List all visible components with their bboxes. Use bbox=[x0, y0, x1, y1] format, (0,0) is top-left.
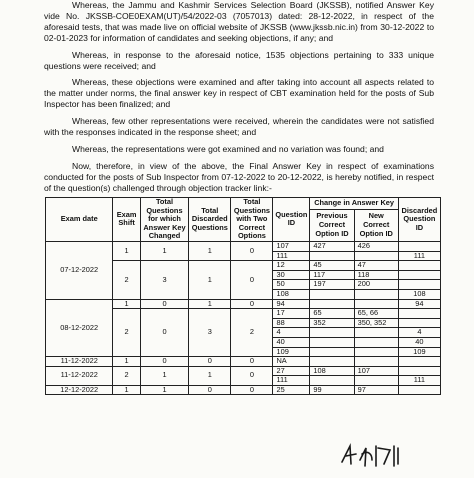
cell-question-id: 12 bbox=[273, 261, 310, 271]
cell-discarded-id bbox=[398, 385, 440, 395]
cell-total-two-correct: 0 bbox=[231, 366, 273, 385]
answer-key-table bbox=[45, 197, 441, 395]
paragraph-objections-received: Whereas, in response to the aforesaid notice, 1535 objections pertaining to 333 unique questions were received; and bbox=[44, 49, 434, 71]
cell-question-id: 94 bbox=[273, 299, 310, 309]
cell-discarded-id bbox=[398, 261, 440, 271]
table-row bbox=[46, 357, 441, 367]
cell-new-option: 97 bbox=[354, 385, 398, 395]
cell-total-discarded: 1 bbox=[189, 366, 231, 385]
cell-total-changed: 1 bbox=[140, 241, 188, 260]
cell-previous-option: 108 bbox=[310, 366, 354, 376]
cell-new-option: 118 bbox=[354, 270, 398, 280]
cell-question-id: 111 bbox=[273, 376, 310, 386]
table-row bbox=[46, 299, 441, 309]
cell-previous-option bbox=[310, 347, 354, 357]
cell-question-id: 25 bbox=[273, 385, 310, 395]
cell-discarded-id bbox=[398, 357, 440, 367]
cell-new-option bbox=[354, 347, 398, 357]
cell-question-id: 109 bbox=[273, 347, 310, 357]
cell-discarded-id bbox=[398, 280, 440, 290]
cell-question-id: 111 bbox=[273, 251, 310, 261]
notice-text bbox=[44, 0, 434, 200]
header-discarded-id: Discarded Question ID bbox=[398, 198, 440, 242]
cell-exam-date: 08-12-2022 bbox=[46, 299, 113, 357]
cell-previous-option: 117 bbox=[310, 270, 354, 280]
table-body bbox=[46, 241, 441, 395]
cell-exam-shift: 1 bbox=[113, 385, 140, 395]
header-previous-option: Previous Correct Option ID bbox=[310, 209, 354, 241]
paragraph-objections-examined: Whereas, these objections were examined and after taking into account all aspects related to the matter under norms, the final answer key in respect of CBT examination held for the posts of Sub Inspector has been finalized; and bbox=[44, 77, 434, 110]
header-exam-shift: Exam Shift bbox=[113, 198, 140, 242]
cell-question-id: 88 bbox=[273, 318, 310, 328]
cell-discarded-id: 108 bbox=[398, 289, 440, 299]
cell-previous-option: 427 bbox=[310, 241, 354, 251]
header-total-two-correct: Total Questions with Two Correct Options bbox=[231, 198, 273, 242]
cell-new-option bbox=[354, 337, 398, 347]
cell-exam-shift: 1 bbox=[113, 357, 140, 367]
cell-question-id: 30 bbox=[273, 270, 310, 280]
cell-total-discarded: 0 bbox=[189, 357, 231, 367]
cell-previous-option bbox=[310, 289, 354, 299]
cell-previous-option: 352 bbox=[310, 318, 354, 328]
cell-new-option: 47 bbox=[354, 261, 398, 271]
cell-total-two-correct: 0 bbox=[231, 261, 273, 299]
cell-previous-option bbox=[310, 357, 354, 367]
cell-exam-shift: 2 bbox=[113, 261, 140, 299]
cell-question-id: 107 bbox=[273, 241, 310, 251]
cell-total-two-correct: 2 bbox=[231, 309, 273, 357]
header-exam-date: Exam date bbox=[46, 198, 113, 242]
cell-total-two-correct: 0 bbox=[231, 357, 273, 367]
cell-discarded-id bbox=[398, 309, 440, 319]
cell-total-changed: 0 bbox=[140, 309, 188, 357]
cell-new-option: 65, 66 bbox=[354, 309, 398, 319]
cell-discarded-id: 4 bbox=[398, 328, 440, 338]
header-change-group: Change in Answer Key bbox=[310, 198, 398, 210]
cell-discarded-id bbox=[398, 241, 440, 251]
cell-new-option: 107 bbox=[354, 366, 398, 376]
cell-total-changed: 3 bbox=[140, 261, 188, 299]
cell-new-option: 200 bbox=[354, 280, 398, 290]
cell-previous-option bbox=[310, 337, 354, 347]
cell-previous-option: 45 bbox=[310, 261, 354, 271]
cell-total-discarded: 3 bbox=[189, 309, 231, 357]
cell-discarded-id: 111 bbox=[398, 251, 440, 261]
cell-exam-shift: 2 bbox=[113, 366, 140, 385]
paragraph-answer-key-notified: Whereas, the Jammu and Kashmir Services Selection Board (JKSSB), notified Answer Key vide No. JKSSB-COE0EXAM(UT)/54/2022-03 (7057013) dated: 28-12-2022, in respect of the aforesaid tests, that was made live on official website of JKSSB (www.jkssb.nic.in) from 30-12-2022 to 02-01-2023 for information of candidates and seeking objections, if any; and bbox=[44, 0, 434, 43]
paragraph-representations-examined: Whereas, the representations were got examined and no variation was found; and bbox=[72, 143, 384, 154]
header-question-id: Question ID bbox=[273, 198, 310, 242]
cell-new-option bbox=[354, 376, 398, 386]
cell-exam-shift: 2 bbox=[113, 309, 140, 357]
cell-total-changed: 0 bbox=[140, 299, 188, 309]
header-new-option: New Correct Option ID bbox=[354, 209, 398, 241]
cell-new-option bbox=[354, 328, 398, 338]
table-row bbox=[46, 366, 441, 376]
cell-total-discarded: 1 bbox=[189, 241, 231, 260]
cell-previous-option bbox=[310, 376, 354, 386]
cell-new-option: 350, 352 bbox=[354, 318, 398, 328]
cell-question-id: 4 bbox=[273, 328, 310, 338]
cell-total-two-correct: 0 bbox=[231, 241, 273, 260]
cell-total-discarded: 0 bbox=[189, 385, 231, 395]
cell-previous-option: 197 bbox=[310, 280, 354, 290]
paragraph-final-key-notified: Now, therefore, in view of the above, the Final Answer Key in respect of examinations conducted for the posts of Sub Inspector from 07-12-2022 to 20-12-2022, is hereby notified, in respect of the question(s) challenged through objection tracker link:- bbox=[44, 160, 434, 193]
cell-total-changed: 0 bbox=[140, 357, 188, 367]
cell-exam-date: 11-12-2022 bbox=[46, 357, 113, 367]
cell-previous-option bbox=[310, 328, 354, 338]
cell-previous-option: 65 bbox=[310, 309, 354, 319]
table-row bbox=[46, 241, 441, 251]
cell-question-id: 17 bbox=[273, 309, 310, 319]
cell-new-option bbox=[354, 289, 398, 299]
paragraph-representations-received: Whereas, few other representations were received, wherein the candidates were not satisfied with the responses indicated in the response sheet; and bbox=[44, 116, 434, 138]
header-total-discarded: Total Discarded Questions bbox=[189, 198, 231, 242]
cell-question-id: 40 bbox=[273, 337, 310, 347]
cell-question-id: 27 bbox=[273, 366, 310, 376]
handwritten-signature bbox=[338, 440, 408, 470]
cell-discarded-id: 94 bbox=[398, 299, 440, 309]
cell-discarded-id bbox=[398, 270, 440, 280]
cell-total-changed: 1 bbox=[140, 385, 188, 395]
cell-question-id: 50 bbox=[273, 280, 310, 290]
table-row bbox=[46, 385, 441, 395]
cell-discarded-id: 109 bbox=[398, 347, 440, 357]
cell-exam-date: 12-12-2022 bbox=[46, 385, 113, 395]
cell-discarded-id: 111 bbox=[398, 376, 440, 386]
cell-exam-shift: 1 bbox=[113, 299, 140, 309]
cell-total-two-correct: 0 bbox=[231, 385, 273, 395]
cell-exam-date: 07-12-2022 bbox=[46, 241, 113, 299]
cell-question-id: 108 bbox=[273, 289, 310, 299]
cell-total-discarded: 1 bbox=[189, 261, 231, 299]
cell-total-discarded: 1 bbox=[189, 299, 231, 309]
cell-total-two-correct: 0 bbox=[231, 299, 273, 309]
cell-question-id: NA bbox=[273, 357, 310, 367]
cell-previous-option: 99 bbox=[310, 385, 354, 395]
header-total-changed: Total Questions for which Answer Key Changed bbox=[140, 198, 188, 242]
cell-exam-date: 11-12-2022 bbox=[46, 366, 113, 385]
cell-new-option: 426 bbox=[354, 241, 398, 251]
cell-exam-shift: 1 bbox=[113, 241, 140, 260]
cell-new-option bbox=[354, 357, 398, 367]
cell-total-changed: 1 bbox=[140, 366, 188, 385]
cell-discarded-id: 40 bbox=[398, 337, 440, 347]
